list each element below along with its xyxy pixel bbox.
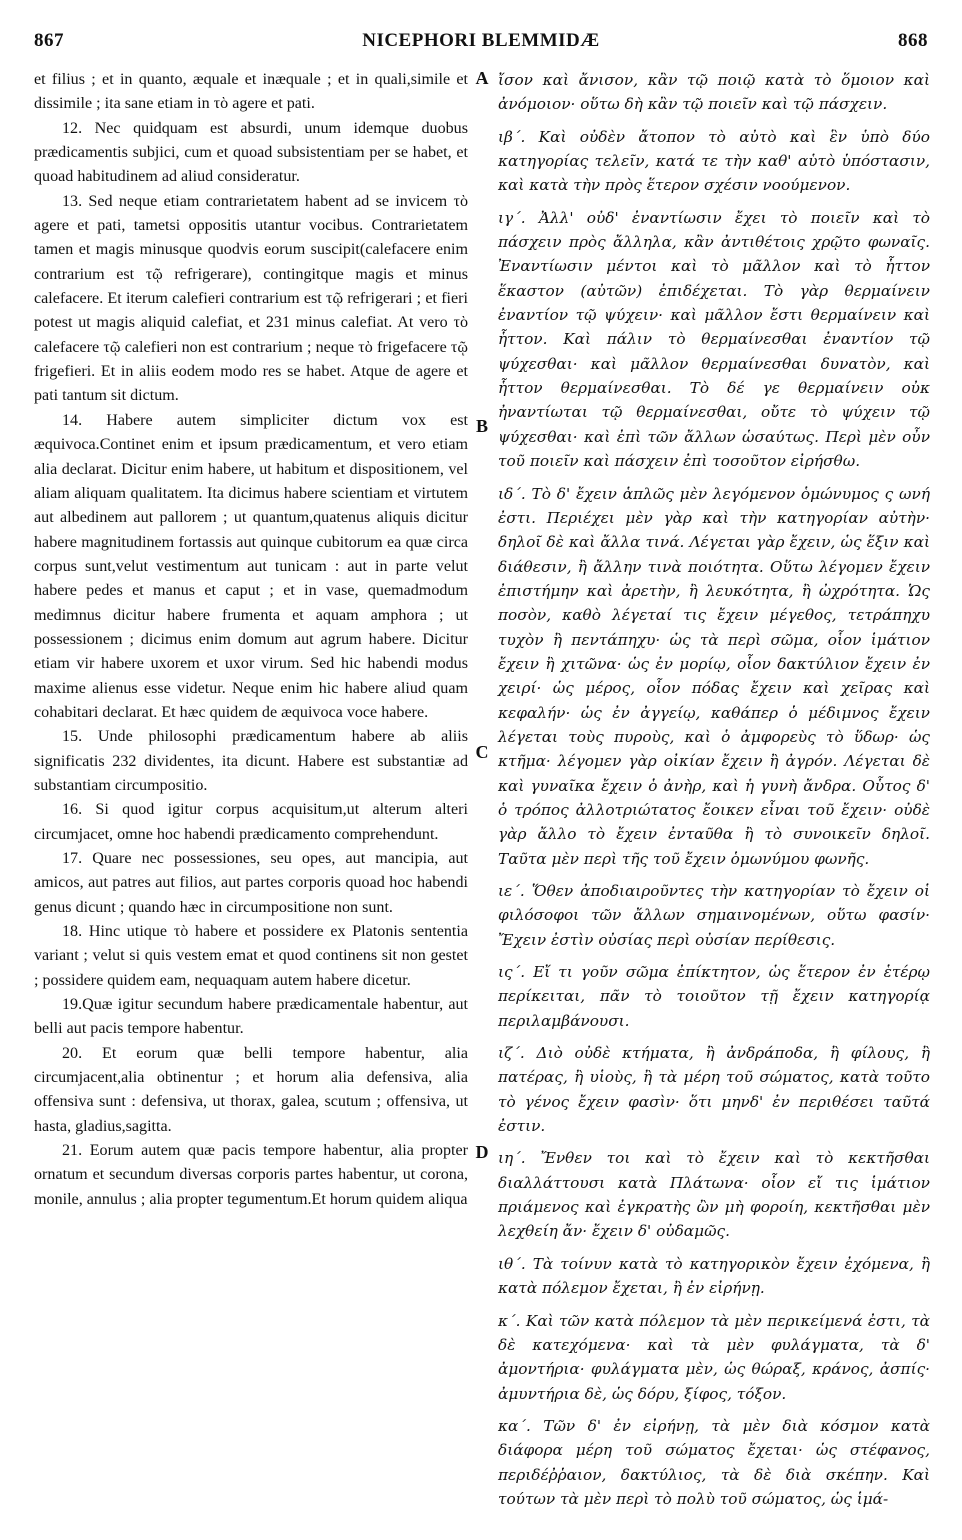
greek-paragraph: ιθ΄. Τὰ τοίνυν κατὰ τὸ κατηγορικὸν ἔχειν ἐχόμενα, ἢ κατὰ πόλεμον ἔχεται, ἢ ἐν εἰρήνῃ. <box>498 1254 930 1298</box>
latin-paragraph: 20. Et eorum quæ belli tempore habentur, alia circumjacent,alia obtinentur ; et horum alia defensiva, alia offensiva sunt : defensiva, ut thorax, galea, scutum ; offensiva, ut hasta, gladius,sagitta. <box>34 1044 468 1135</box>
page-number-left: 867 <box>34 30 64 51</box>
greek-paragraph: κ΄. Καὶ τῶν κατὰ πόλεμον τὰ μὲν περικείμενά ἐστι, τὰ δὲ κατεχόμενα· καὶ τὰ μὲν φυλάγματα, τὰ δ' ἀμοντήρια· φυλάγματα μὲν, ὡς θώραξ, κράνος, ἀσπίς· ἀμυντήρια δὲ, ὡς δόρυ, ξίφος, τόξον. <box>498 1311 930 1403</box>
latin-paragraph: 19.Quæ igitur secundum habere prædicamentale habentur, aut belli aut pacis tempore habentur. <box>34 996 468 1038</box>
greek-paragraph: ιγ΄. Ἀλλ' οὐδ' ἐναντίωσιν ἔχει τὸ ποιεῖν καὶ τὸ πάσχειν πρὸς ἄλληλα, κἂν ἀντιθέτοις χρῷτο φωναῖς. Ἐναντίωσιν μέντοι καὶ τὸ μᾶλλον καὶ τὸ ἧττον ἕκαστον (αὐτῶν) ἐπιδέχεται. Τὸ γὰρ θερμαίνειν ἐναντίον τῷ ψύχειν· καὶ μᾶλλον ἔστι θερμαίνειν καὶ ἧττον. Καὶ πάλιν τὸ θερμαίνεσθαι ἐναντίον τῷ ψύχεσθαι· καὶ μᾶλλον θερμαίνεσθαι δυνατὸν, καὶ ἧττον θερμαίνεσθαι. Τὸ δέ γε θερμαίνειν οὐκ ἠναντίωται τῷ θερμαίνεσθαι, οὔτε τὸ ψύχειν τῷ ψύχεσθαι· καὶ ἐπὶ τῶν ἄλλων ὡσαύτως. Περὶ μὲν οὖν τοῦ ποιεῖν καὶ πάσχειν ἐπὶ τοσοῦτον εἰρήσθω. <box>498 208 930 471</box>
latin-column <box>34 68 468 1212</box>
greek-paragraph: ιη΄. Ἔνθεν τοι καὶ τὸ ἔχειν καὶ τὸ κεκτῆσθαι διαλλάττουσι κατὰ Πλάτωνα· οἷον εἴ τις ἱμάτιον πριάμενος καὶ ἐγκρατὴς ὢν μὴ φοροίη, κεκτῆσθαι μὲν λεχθείη ἄν· ἔχειν δ' οὐδαμῶς. <box>498 1149 930 1241</box>
greek-paragraph: ιβ΄. Καὶ οὐδὲν ἄτοπον τὸ αὐτὸ καὶ ἓν ὑπὸ δύο κατηγορίας τελεῖν, κατά τε τὴν καθ' αὑτὸ ὑπόστασιν, καὶ κατὰ τὴν πρὸς ἕτερον σχέσιν νοούμενον. <box>498 127 930 195</box>
greek-paragraph: ιε΄. Ὅθεν ἀποδιαιροῦντες τὴν κατηγορίαν τὸ ἔχειν οἱ φιλόσοφοι τῶν ἄλλων σημαινομένων, οὕτω φασίν· Ἔχειν ἐστὶν οὐσίας περὶ οὐσίαν περίθεσις. <box>498 882 930 949</box>
greek-column <box>498 68 930 1519</box>
greek-paragraph: ιδ΄. Τὸ δ' ἔχειν ἁπλῶς μὲν λεγόμενον ὁμώνυμος ς ωνή ἐστι. Περιέχει μὲν γὰρ καὶ τὴν κατηγορίαν αὐτὴν· δηλοῖ δὲ καὶ ἄλλα τινά. Λέγεται γὰρ ἔχειν, ὡς ἕξιν καὶ διάθεσιν, ἢ ἄλλην τινὰ ποιότητα. Οὕτω λέγομεν ἔχειν ἐπιστήμην καὶ ἀρετὴν, ἢ λευκότητα, ἢ ὠχρότητα. Ὡς ποσὸν, καθὸ λέγεταί τις ἔχειν μέγεθος, τετράπηχυ τυχὸν ἢ πεντάπηχυ· ὡς τὰ περὶ σῶμα, οἷον ἱμάτιον ἔχειν ἢ χιτῶνα· ὡς ἐν μορίῳ, οἷον δακτύλιον ἔχειν ἐν χειρί· ὡς μέρος, οἷον πόδας ἔχειν καὶ χεῖρας καὶ κεφαλήν· ὡς ἐν ἀγγείῳ, καθάπερ ὁ μέδιμνος ἔχειν λέγεται τοὺς πυροὺς, καὶ ὁ ἀμφορεὺς τὸ ὕδωρ· ὡς κτῆμα· λέγομεν γὰρ οἰκίαν ἔχειν ἢ ἀγρόν. Λέγεται δὲ καὶ γυναῖκα ἔχειν ὁ ἀνὴρ, καὶ ἡ γυνὴ ἄνδρα. Οὗτος δ' ὁ τρόπος ἀλλοτριώτατος ἔοικεν εἶναι τοῦ ἔχειν· οὐδὲ γὰρ ἄλλο τὸ ἔχειν ἐνταῦθα ἢ τὸ συνοικεῖν δηλοῖ. Ταῦτα μὲν περὶ τῆς τοῦ ἔχειν ὁμωνύμου φωνῆς. <box>498 484 930 868</box>
greek-paragraph: κα΄. Τῶν δ' ἐν εἰρήνῃ, τὰ μὲν διὰ κόσμον κατὰ διάφορα μέρη τοῦ σώματος ἔχεται· ὡς στέφανος, περιδέῤῥαιον, δακτύλιος, τὰ δὲ διὰ σκέπην. Καὶ τούτων τὰ μὲν περὶ τὸ πολὺ τοῦ σώματος, ὡς ἱμά- <box>498 1416 930 1508</box>
margin-marker-a: A <box>475 68 489 88</box>
margin-marker-d: D <box>475 1142 489 1162</box>
greek-paragraph: ις΄. Εἴ τι γοῦν σῶμα ἐπίκτητον, ὡς ἕτερον ἐν ἑτέρῳ περίκειται, πᾶν τὸ τοιοῦτον τῇ ἔχειν κατηγορίᾳ περιλαμβάνουσι. <box>498 963 930 1030</box>
page-header <box>34 30 928 60</box>
greek-paragraph: ιζ΄. Διὸ οὐδὲ κτήματα, ἢ ἀνδράποδα, ἢ φίλους, ἢ πατέρας, ἢ υἱοὺς, ἢ τὰ μέρη τοῦ σώματος, κατὰ τοῦτο τὸ γένος ἔχειν φασὶν· ὅτι μηνδ' ἐν περιθέσει ταῦτά ἐστιν. <box>498 1044 930 1136</box>
latin-paragraph: 18. Hinc utique τὸ habere et possidere ex Platonis sententia variant ; velut si quis vestem emat et quod continens sit non gestet ; possidere quidem eam, nequaquam autem habere dicetur. <box>34 923 468 989</box>
latin-paragraph: et filius ; et in quanto, æquale et inæquale ; et in quali,simile et dissimile ; ita sane etiam in τὸ agere et pati. <box>34 71 468 113</box>
latin-paragraph: 21. Eorum autem quæ pacis tempore habentur, alia propter ornatum et secundum diversas corporis partes habentur, ut corona, monile, annulus ; alia propter tegumentum.Et horum quidem aliqua <box>34 1142 468 1208</box>
margin-marker-b: B <box>475 416 488 436</box>
latin-paragraph: 17. Quare nec possessiones, seu opes, aut mancipia, aut amicos, aut patres aut filios, aut partes corporis quoad hoc habendi genus dicunt ; quando hæc in circumpositione non sunt. <box>34 850 468 916</box>
latin-paragraph: 15. Unde philosophi prædicamentum habere ab aliis significatis 232 dividentes, ita dicunt. Habere est substantiæ ad substantiam circumpositio. <box>34 728 468 794</box>
greek-paragraph: ἴσον καὶ ἄνισον, κἂν τῷ ποιῷ κατὰ τὸ ὅμοιον καὶ ἀνόμοιον· οὕτω δὴ κἂν τῷ ποιεῖν καὶ τῷ πάσχειν. <box>498 71 930 114</box>
page-number-right: 868 <box>898 30 928 51</box>
latin-paragraph: 13. Sed neque etiam contrarietatem habent ad se invicem τὸ agere et pati, tametsi oppositis utantur vocibus. Contrarietatem tamen et magis minusque quodvis eorum suscipit(calefacere enim contrarium est τῷ refrigerare), contingitque magis et minus calefacere. Et iterum calefieri contrarium est τῷ refrigerari ; et fieri potest ut magis aliquid calefiat, et 231 minus calefiat. At vero τὸ calefacere τῷ calefieri non est contrarium ; neque τὸ frigefacere τῷ frigefieri. Et in aliis eodem modo res se habet. Atque de agere et pati tantum sit dictum. <box>34 192 468 405</box>
latin-paragraph: 14. Habere autem simpliciter dictum vox est æquivoca.Continet enim et ipsum prædicamentum, et vero etiam alia declarat. Dicitur enim habere, ut habitum et dispositionem, vel aliam aliquam qualitatem. Ita dicimus habere scientiam et virtutem aut albedinem aut pallorem ; ut quantum,quatenus aliquis dicitur habere magnitudinem fortassis aut quinque cubitorum ea quæ circa corpus sunt,velut vestimentum aut tunicam : aut in parte velut habere pedes et manus et caput ; et in vase, quemadmodum medimnus dicitur habere frumenta et aquam amphora ; ut possessionem ; dicimus enim domum aut agrum habere. Dicitur etiam vir habere uxorem et uxor virum. Sed hic habendi modus maxime alienus esse videtur. Neque enim hic habere aliud quam cohabitari declarat. Et hæc quidem de æquivoca voce habere. <box>34 411 468 721</box>
running-title: NICEPHORI BLEMMIDÆ <box>362 30 600 51</box>
latin-paragraph: 12. Nec quidquam est absurdi, unum idemque duobus prædicamentis subjici, cum et quoad subsistentiam per se habet, et quoad habitudinem ad aliud consideratur. <box>34 119 468 186</box>
margin-marker-c: C <box>475 742 489 762</box>
latin-paragraph: 16. Si quod igitur corpus acquisitum,ut alterum alteri circumjacet, omne hoc habendi prædicamento comprehendunt. <box>34 801 468 843</box>
